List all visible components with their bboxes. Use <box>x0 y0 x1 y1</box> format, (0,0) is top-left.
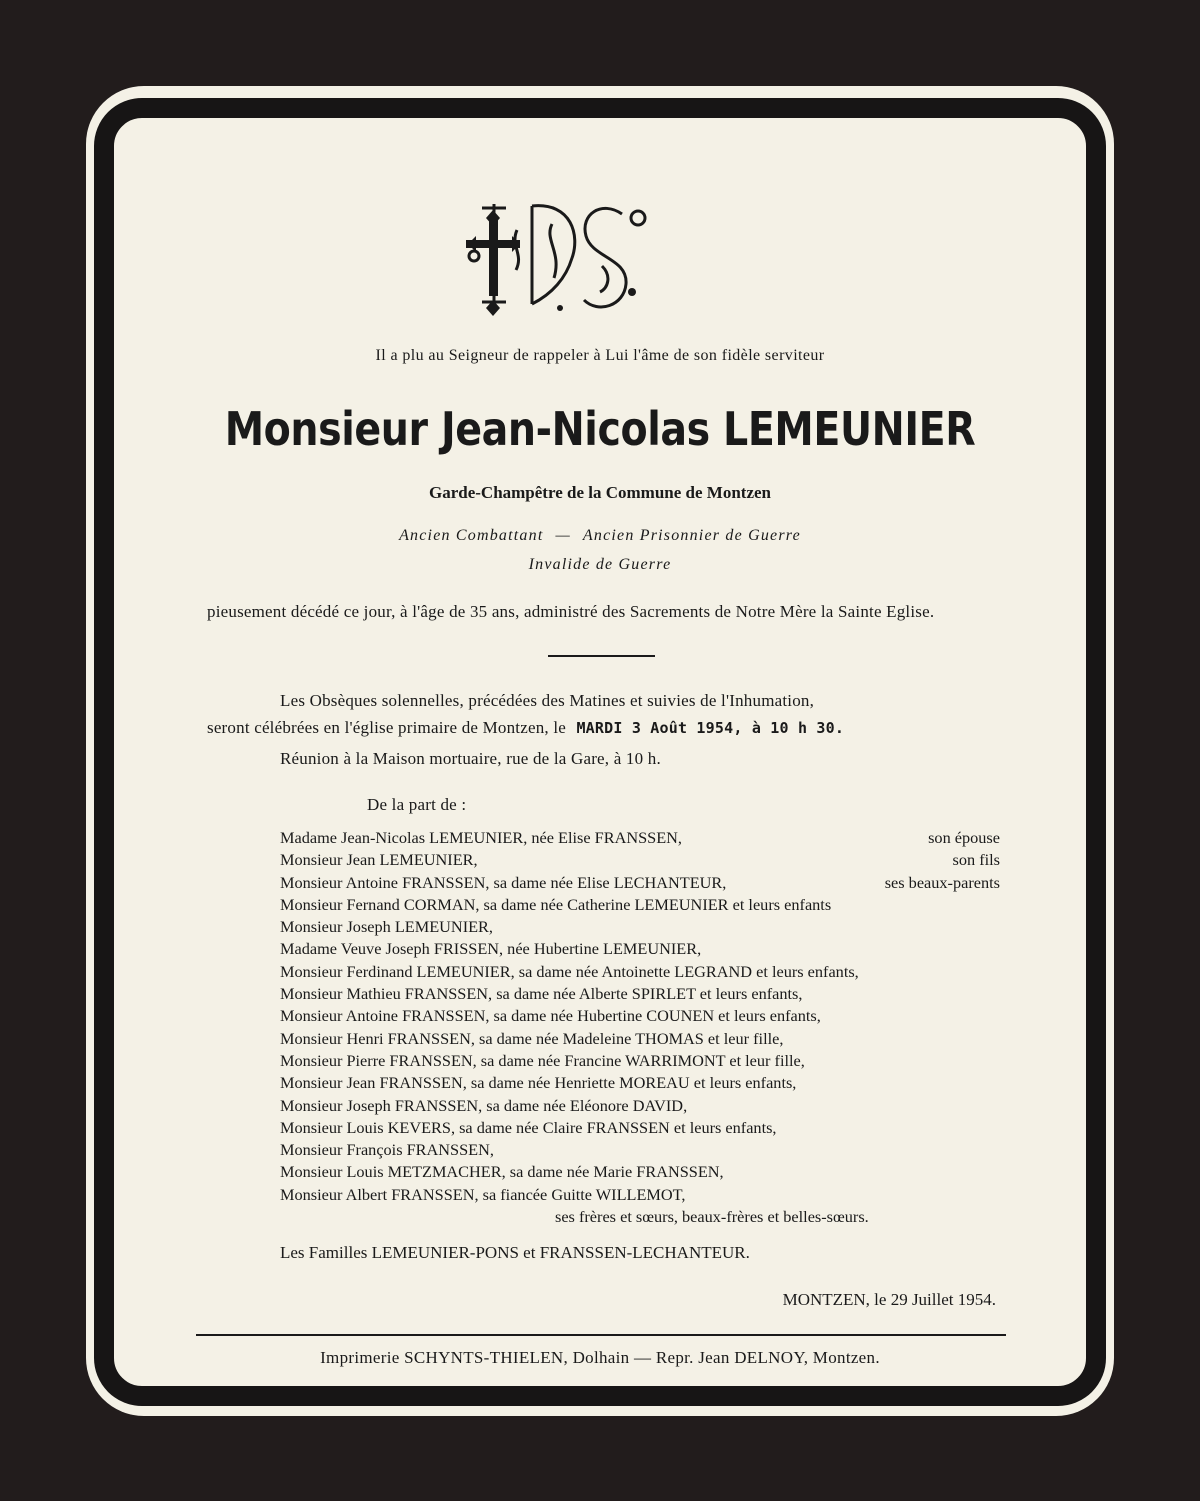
family-member-row <box>280 1072 1000 1094</box>
obseques-line-2 <box>207 716 844 740</box>
family-member-text: Monsieur Henri FRANSSEN, sa dame née Madeleine THOMAS et leur fille, <box>280 1028 784 1048</box>
obseques-text: seront célébrées en l'église primaire de Montzen, le <box>207 718 566 737</box>
title-ancien-prisonnier: Ancien Prisonnier de Guerre <box>582 527 801 544</box>
family-member-row <box>280 916 1000 938</box>
short-divider <box>548 655 655 657</box>
deceased-name: Monsieur Jean-Nicolas LEMEUNIER <box>224 402 976 456</box>
family-member-row <box>280 938 1000 960</box>
family-member-row <box>280 1117 1000 1139</box>
family-member-text: Monsieur Jean FRANSSEN, sa dame née Henriette MOREAU et leurs enfants, <box>280 1073 797 1093</box>
family-member-row <box>280 872 1000 894</box>
family-member-text: Madame Veuve Joseph FRISSEN, née Hubertine LEMEUNIER, <box>280 939 702 959</box>
family-relation: son fils <box>952 850 1000 870</box>
family-member-row <box>280 849 1000 871</box>
intro-line: Il a plu au Seigneur de rappeler à Lui l'âme de son fidèle serviteur <box>375 347 825 364</box>
function-title: Garde-Champêtre de la Commune de Montzen <box>428 483 771 502</box>
family-member-text: Monsieur Fernand CORMAN, sa dame née Catherine LEMEUNIER et leurs enfants <box>280 894 832 914</box>
family-member-row <box>280 827 1000 849</box>
funeral-date-time: MARDI 3 Août 1954, à 10 h 30. <box>576 719 845 737</box>
family-member-row <box>280 1028 1000 1050</box>
title-ancien-combattant: Ancien Combattant <box>399 527 544 544</box>
family-list <box>280 827 1000 1265</box>
title-invalide: Invalide de Guerre <box>528 556 672 573</box>
family-member-text: Madame Jean-Nicolas LEMEUNIER, née Elise FRANSSEN, <box>280 828 682 847</box>
family-member-text: Monsieur Joseph FRANSSEN, sa dame née Eléonore DAVID, <box>280 1095 688 1115</box>
family-member-text: Monsieur François FRANSSEN, <box>280 1140 494 1160</box>
family-member-text: Monsieur Mathieu FRANSSEN, sa dame née Alberte SPIRLET et leurs enfants, <box>280 984 803 1004</box>
ihs-monogram-icon <box>462 196 652 320</box>
place-date: MONTZEN, le 29 Juillet 1954. <box>782 1290 996 1309</box>
family-member-row <box>280 1184 1000 1206</box>
death-notice: pieusement décédé ce jour, à l'âge de 35 ans, administré des Sacrements de Notre Mère la Sainte Eglise. <box>207 602 935 621</box>
family-member-text: Monsieur Jean LEMEUNIER, <box>280 850 478 870</box>
family-member-row <box>280 1005 1000 1027</box>
families-line: Les Familles LEMEUNIER-PONS et FRANSSEN-LECHANTEUR. <box>280 1243 750 1263</box>
family-member-row <box>280 894 1000 916</box>
family-member-text: Monsieur Joseph LEMEUNIER, <box>280 917 493 937</box>
honorific-titles <box>0 521 1200 579</box>
family-member-text: Monsieur Ferdinand LEMEUNIER, sa dame née Antoinette LEGRAND et leurs enfants, <box>280 961 859 981</box>
family-member-row <box>280 961 1000 983</box>
family-member-text: Monsieur Louis KEVERS, sa dame née Claire FRANSSEN et leurs enfants, <box>280 1117 777 1137</box>
de-la-part-heading: De la part de : <box>367 795 467 814</box>
bottom-rule <box>196 1334 1006 1336</box>
family-member-text: Monsieur Antoine FRANSSEN, sa dame née Elise LECHANTEUR, <box>280 872 727 892</box>
family-member-row <box>280 1139 1000 1161</box>
title-separator: — <box>555 527 571 544</box>
reunion-line: Réunion à la Maison mortuaire, rue de la Gare, à 10 h. <box>280 749 661 768</box>
family-member-text: Monsieur Antoine FRANSSEN, sa dame née Hubertine COUNEN et leurs enfants, <box>280 1006 821 1026</box>
family-relation: son épouse <box>928 828 1000 847</box>
family-member-text: Monsieur Albert FRANSSEN, sa fiancée Guitte WILLEMOT, <box>280 1184 686 1204</box>
family-member-text: Monsieur Louis METZMACHER, sa dame née Marie FRANSSEN, <box>280 1162 724 1182</box>
family-member-row <box>280 1050 1000 1072</box>
siblings-line: ses frères et sœurs, beaux-frères et belles-sœurs. <box>555 1207 869 1227</box>
family-member-text: Monsieur Pierre FRANSSEN, sa dame née Francine WARRIMONT et leur fille, <box>280 1050 805 1070</box>
printer-credit: Imprimerie SCHYNTS-THIELEN, Dolhain — Repr. Jean DELNOY, Montzen. <box>320 1348 880 1367</box>
family-member-row <box>280 983 1000 1005</box>
family-member-row <box>280 1161 1000 1183</box>
family-relation: ses beaux-parents <box>884 872 1000 892</box>
obseques-line-1: Les Obsèques solennelles, précédées des Matines et suivies de l'Inhumation, <box>280 691 815 710</box>
family-member-row <box>280 1095 1000 1117</box>
